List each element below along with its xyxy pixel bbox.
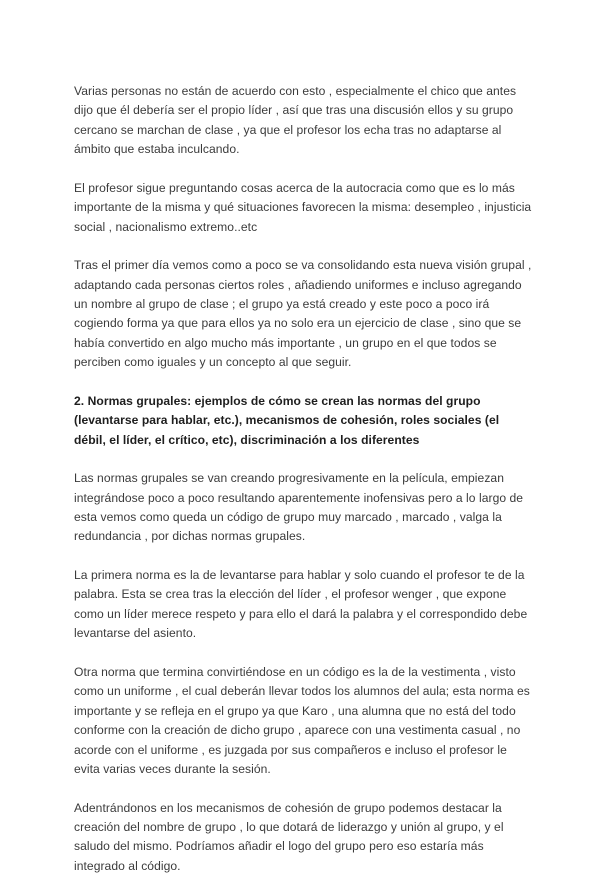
paragraph-5: La primera norma es la de levantarse para hablar y solo cuando el profesor te de la palabra. Esta se crea tras la elección del líder , el profesor wenger , que expone como un líder merece respeto y para ello el dará la palabra y el correspondido debe levantarse del asiento.: [74, 568, 528, 641]
section-heading: 2. Normas grupales: ejemplos de cómo se crean las normas del grupo (levantarse para hablar, etc.), mecanismos de cohesión, roles sociales (el débil, el líder, el crítico, etc), discriminación a los diferentes: [74, 393, 500, 447]
paragraph-3: Tras el primer día vemos como a poco se va consolidando esta nueva visión grupal , adaptando cada personas ciertos roles , añadiendo uniformes e incluso agregando un nombre al grupo de clase ; el grupo ya está creado y este poco a poco irá cogiendo forma ya que para ellos ya no solo era un ejercicio de clase , sino que se había convertido en algo mucho más importante , un grupo en el que todos se perciben como iguales y un concepto al que seguir.: [74, 258, 532, 370]
document-body: [74, 82, 534, 895]
paragraph-2: El profesor sigue preguntando cosas acerca de la autocracia como que es lo más importante de la misma y qué situaciones favorecen la misma: desempleo , injusticia social , nacionalismo extremo..etc: [74, 180, 532, 234]
paragraph-6: Otra norma que termina convirtiéndose en un código es la de la vestimenta , visto como un uniforme , el cual deberán llevar todos los alumnos del aula; esta norma es importante y se refleja en el grupo ya que Karo , una alumna que no está del todo conforme con la creación de dicho grupo , aparece con una vestimenta casual , no acorde con el uniforme , es juzgada por sus compañeros e incluso el profesor le evita varias veces durante la sesión.: [74, 664, 530, 776]
paragraph-7: Adentrándonos en los mecanismos de cohesión de grupo podemos destacar la creación del nombre de grupo , lo que dotará de liderazgo y unión al grupo, y el saludo del mismo. Podríamos añadir el logo del grupo pero eso estaría más integrado al código.: [74, 800, 504, 873]
paragraph-4: Las normas grupales se van creando progresivamente en la película, empiezan integrándose poco a poco resultando aparentemente inofensivas pero a lo largo de esta vemos como queda un código de grupo muy marcado , marcado , valga la redundancia , por dichas normas grupales.: [74, 471, 524, 544]
paragraph-1: Varias personas no están de acuerdo con esto , especialmente el chico que antes dijo que él debería ser el propio líder , así que tras una discusión ellos y su grupo cercano se marchan de clase , ya que el profesor los echa tras no adaptarse al ámbito que estaba inculcando.: [74, 84, 517, 157]
